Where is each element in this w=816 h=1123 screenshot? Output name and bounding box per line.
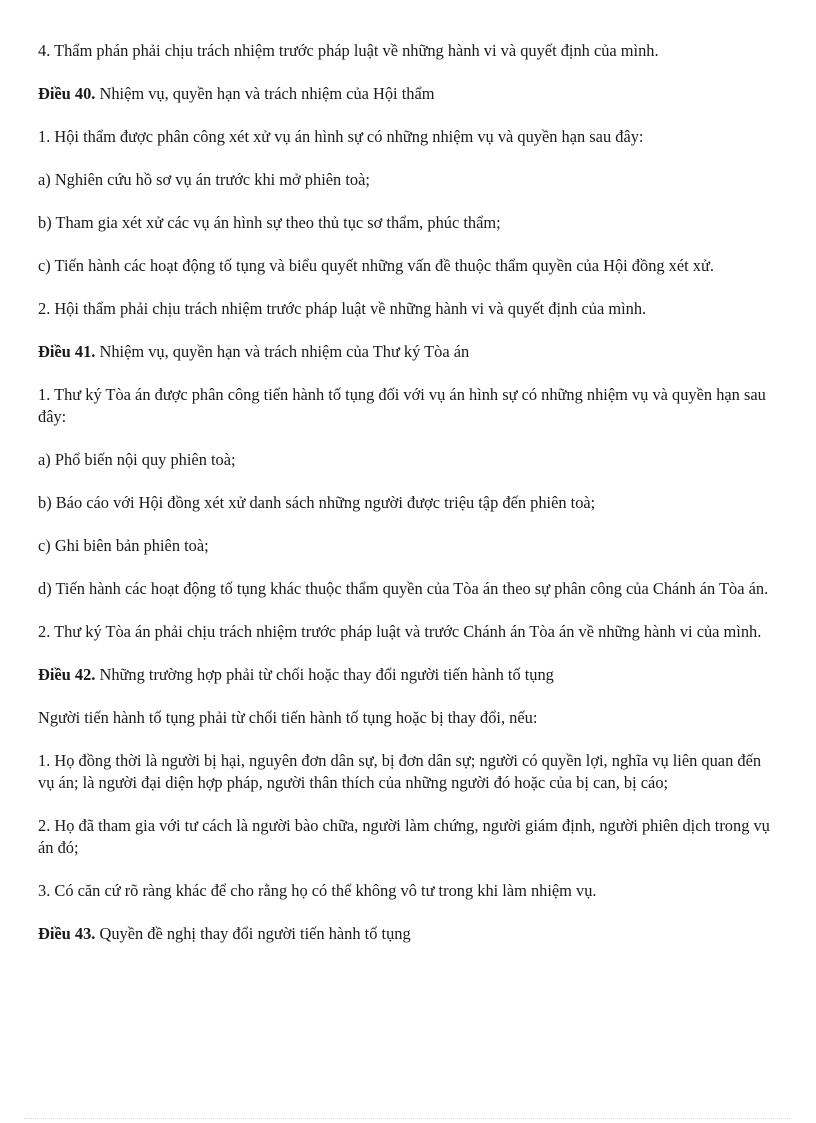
paragraph: b) Tham gia xét xử các vụ án hình sự theo thủ tục sơ thẩm, phúc thẩm; [38, 213, 501, 232]
paragraph: d) Tiến hành các hoạt động tố tụng khác thuộc thẩm quyền của Tòa án theo sự phân công của Chánh án Tòa án. [38, 579, 769, 598]
article-title: Quyền đề nghị thay đổi người tiến hành tố tụng [99, 924, 411, 943]
paragraph: 2. Thư ký Tòa án phải chịu trách nhiệm trước pháp luật và trước Chánh án Tòa án về những hành vi của mình. [38, 622, 762, 641]
article-heading [38, 923, 778, 945]
paragraph: b) Báo cáo với Hội đồng xét xử danh sách những người được triệu tập đến phiên toà; [38, 493, 596, 512]
paragraph: a) Phổ biến nội quy phiên toà; [38, 450, 236, 469]
paragraph: c) Ghi biên bản phiên toà; [38, 536, 209, 555]
page-bottom-divider [24, 1118, 792, 1119]
article-heading [38, 664, 778, 686]
article-label: Điều 40. [38, 84, 96, 103]
paragraph: c) Tiến hành các hoạt động tố tụng và biểu quyết những vấn đề thuộc thẩm quyền của Hội đồng xét xử. [38, 256, 714, 275]
article-title: Những trường hợp phải từ chối hoặc thay đổi người tiến hành tố tụng [99, 665, 554, 684]
paragraph: 2. Họ đã tham gia với tư cách là người bào chữa, người làm chứng, người giám định, người phiên dịch trong vụ án đó; [38, 816, 770, 857]
paragraph: Người tiến hành tố tụng phải từ chối tiến hành tố tụng hoặc bị thay đổi, nếu: [38, 708, 538, 727]
paragraph: 1. Hội thẩm được phân công xét xử vụ án hình sự có những nhiệm vụ và quyền hạn sau đây: [38, 127, 644, 146]
article-heading [38, 341, 778, 363]
article-label: Điều 42. [38, 665, 96, 684]
paragraph: 2. Hội thẩm phải chịu trách nhiệm trước pháp luật về những hành vi và quyết định của mình. [38, 299, 647, 318]
paragraph: a) Nghiên cứu hồ sơ vụ án trước khi mở phiên toà; [38, 170, 370, 189]
paragraph: 1. Thư ký Tòa án được phân công tiến hành tố tụng đối với vụ án hình sự có những nhiệm vụ và quyền hạn sau đây: [38, 385, 766, 426]
article-title: Nhiệm vụ, quyền hạn và trách nhiệm của Thư ký Tòa án [99, 342, 470, 361]
paragraph: 3. Có căn cứ rõ ràng khác để cho rằng họ có thể không vô tư trong khi làm nhiệm vụ. [38, 881, 597, 900]
article-label: Điều 41. [38, 342, 96, 361]
document-body [38, 40, 778, 966]
article-label: Điều 43. [38, 924, 96, 943]
article-title: Nhiệm vụ, quyền hạn và trách nhiệm của Hội thẩm [99, 84, 435, 103]
paragraph: 4. Thẩm phán phải chịu trách nhiệm trước pháp luật về những hành vi và quyết định của mình. [38, 41, 659, 60]
paragraph: 1. Họ đồng thời là người bị hại, nguyên đơn dân sự, bị đơn dân sự; người có quyền lợi, nghĩa vụ liên quan đến vụ án; là người đại diện hợp pháp, người thân thích của những người đó hoặc của bị can, bị cáo; [38, 751, 762, 792]
article-heading [38, 83, 778, 105]
